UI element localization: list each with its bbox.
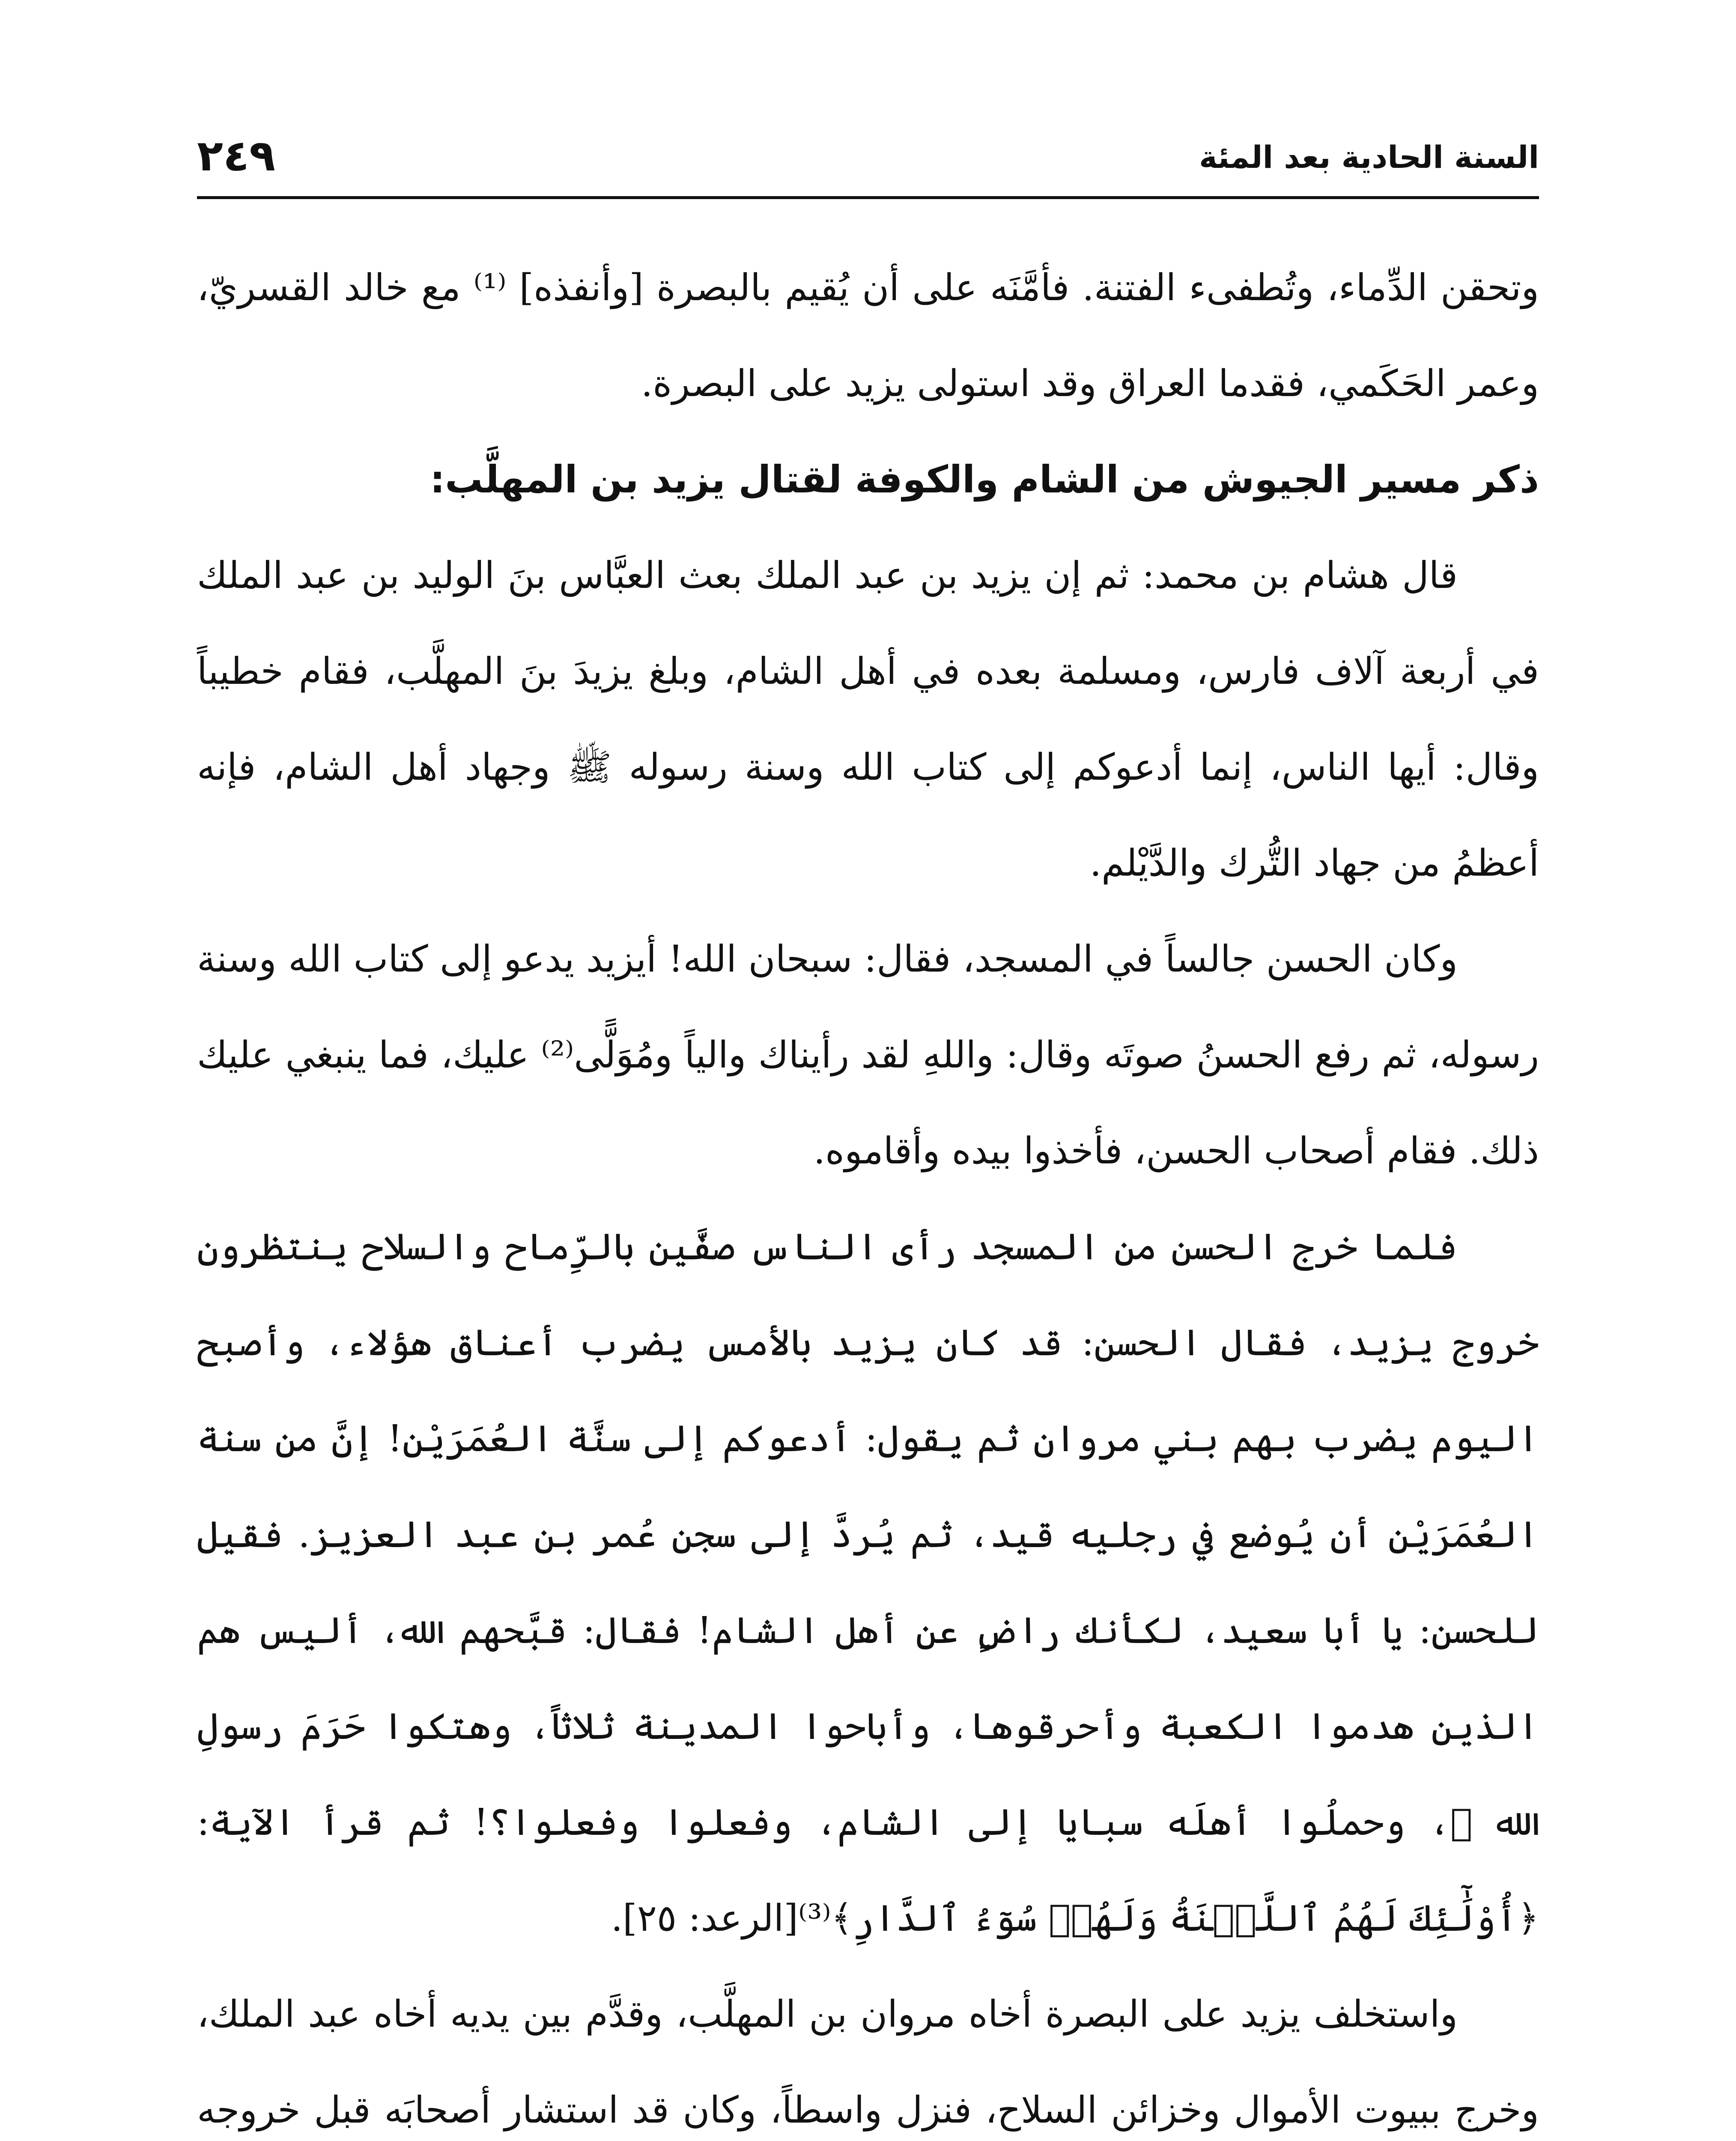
page-number: ٢٤٩ [197,131,276,181]
paragraph: واستخلف يزيد على البصرة أخاه مروان بن المهلَّب، وقدَّم بين يديه أخاه عبد الملك، وخرج ببيوت الأموال وخزائن السلاح، فنزل واسطاً، وكان قد استشار أصحابَه قبل خروجه [197,1993,1539,2132]
paragraph: فلما خرج الحسن من المسجد رأى الناس صفَّين بالرِّماح والسلاح ينتظرون خروج يزيد، فقال الحسن: قد كان يزيد بالأمس يضرب أعناق هؤلاء، وأصبح اليوم يضرب بهم بني مروان ثم يقول: أدعوكم إلى سنَّة العُمَرَيْن! إنَّ من سنة العُمَرَيْن أن يُوضع في رجليه قيد، ثم يُردَّ إلى سجن عُمر بن عبد العزيز. فقيل للحسن: يا أبا سعيد، لكأنك راضٍ عن أهل الشام! فقال: قبَّحهم الله، أليس هم الذين هدموا الكعبة وأحرقوها، وأباحوا المدينة ثلاثاً، وهتكوا حَرَمَ رسولِ الله ﷺ، وحملُوا أهلَه سبايا إلى الشام، وفعلوا وفعلوا؟! ثم قرأ الآية: ﴿أُوْلَٰٓئِكَ لَهُمُ ٱللَّعۡنَةُ وَلَهُمۡ سُوٓءُ ٱلدَّارِ﴾⁽³⁾[الرعد: ٢٥]. [197,1226,1539,1940]
section-heading: ذكر مسير الجيوش من الشام والكوفة لقتال يزيد بن المهلَّب: [430,457,1539,501]
paragraph-continuation: وتحقن الدِّماء، وتُطفىء الفتنة. فأمَّنَه على أن يُقيم بالبصرة [وأنفذه] ⁽¹⁾ مع خالد القسريّ، وعمر الحَكَمي، فقدما العراق وقد استولى يزيد على البصرة. [197,266,1539,405]
paragraph: وكان الحسن جالساً في المسجد، فقال: سبحان الله! أيزيد يدعو إلى كتاب الله وسنة رسوله، ثم رفع الحسنُ صوتَه وقال: واللهِ لقد رأيناك والياً ومُوَلًّى⁽²⁾ عليك، فما ينبغي عليك ذلك. فقام أصحاب الحسن، فأخذوا بيده وأقاموه. [197,938,1539,1172]
header-divider [197,196,1539,199]
running-title: السنة الحادية بعد المئة [1199,139,1539,175]
paragraph: قال هشام بن محمد: ثم إن يزيد بن عبد الملك بعث العبَّاس بنَ الوليد بن عبد الملك في أربعة آلاف فارس، ومسلمة بعده في أهل الشام، وبلغ يزيدَ بنَ المهلَّب، فقام خطيباً وقال: أيها الناس، إنما أدعوكم إلى كتاب الله وسنة رسوله ﷺ وجهاد أهل الشام، فإنه أعظمُ من جهاد التُّرك والدَّيْلم. [197,554,1539,885]
main-text [197,240,1539,2141]
page-header [197,122,1539,186]
